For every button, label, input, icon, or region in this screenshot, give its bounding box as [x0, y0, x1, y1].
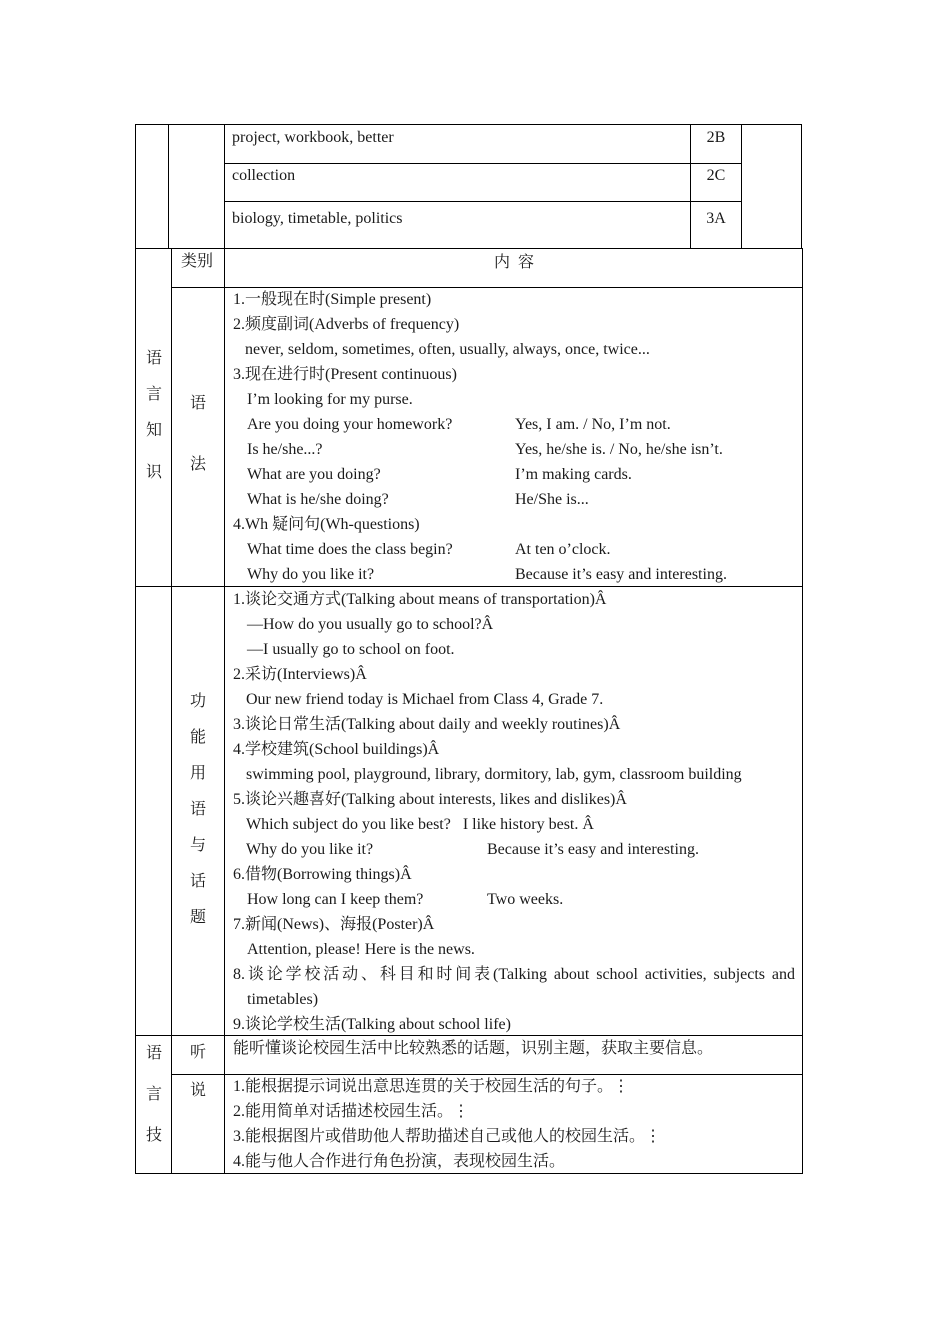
function-line: Because it’s easy and interesting.: [487, 841, 699, 858]
vocab-unit: 2B: [706, 129, 726, 146]
function-line: 9.谈论学校生活(Talking about school life): [233, 1016, 511, 1033]
function-line: 7.新闻(News)、海报(Poster)Â: [233, 916, 435, 933]
functions-label-char: 语: [189, 801, 206, 818]
function-line: 8.谈论学校活动、科目和时间表(Talking about school activities, subjects and: [233, 966, 795, 983]
function-line: 3.谈论日常生活(Talking about daily and weekly routines)Â: [233, 716, 621, 733]
table-border: [741, 124, 742, 248]
table-border: [135, 124, 802, 125]
function-line: Why do you like it?: [246, 841, 374, 858]
grammar-answer: At ten o’clock.: [515, 541, 611, 558]
skills-label-char: 技: [145, 1127, 162, 1144]
vocab-unit: 2C: [706, 167, 726, 184]
grammar-label-char: 法: [189, 456, 206, 473]
functions-label-char: 与: [189, 837, 206, 854]
table-border: [171, 287, 803, 288]
function-line: —How do you usually go to school?Â: [247, 616, 494, 633]
speaking-line: 4.能与他人合作进行角色扮演，表现校园生活。: [233, 1153, 566, 1170]
speaking-line: 3.能根据图片或借助他人帮助描述自己或他人的校园生活。⋮: [233, 1128, 662, 1145]
vocab-unit: 3A: [706, 210, 726, 227]
table-border: [168, 124, 169, 248]
function-line: Attention, please! Here is the news.: [247, 941, 475, 958]
grammar-answer: Because it’s easy and interesting.: [515, 566, 727, 583]
vocab-words: biology, timetable, politics: [232, 210, 403, 227]
grammar-question: Why do you like it?: [247, 566, 375, 583]
function-line: 4.学校建筑(School buildings)Â: [233, 741, 440, 758]
side-label-char: 识: [145, 464, 162, 481]
grammar-question: What are you doing?: [247, 466, 381, 483]
table-border: [135, 586, 803, 587]
grammar-line: 3.现在进行时(Present continuous): [233, 366, 457, 383]
grammar-line: I’m looking for my purse.: [247, 391, 413, 408]
grammar-label-char: 语: [189, 395, 206, 412]
speaking-label: 说: [189, 1082, 206, 1099]
function-line: How long can I keep them?: [247, 891, 424, 908]
function-line: swimming pool, playground, library, dormitory, lab, gym, classroom building: [246, 766, 742, 783]
grammar-question: Is he/she...?: [247, 441, 323, 458]
grammar-line: 2.频度副词(Adverbs of frequency): [233, 316, 460, 333]
vocab-words: project, workbook, better: [232, 129, 394, 146]
functions-label-char: 功: [189, 693, 206, 710]
column-header-content: 内 容: [494, 254, 535, 271]
function-line: —I usually go to school on foot.: [247, 641, 455, 658]
table-border: [171, 1074, 803, 1075]
table-border: [135, 1035, 803, 1036]
grammar-line: 4.Wh 疑问句(Wh-questions): [233, 516, 420, 533]
grammar-line: never, seldom, sometimes, often, usually, always, once, twice...: [245, 341, 650, 358]
grammar-answer: Yes, he/she is. / No, he/she isn’t.: [515, 441, 723, 458]
function-line: 1.谈论交通方式(Talking about means of transportation)Â: [233, 591, 607, 608]
table-border: [224, 201, 741, 202]
functions-label-char: 题: [189, 909, 206, 926]
vocab-words: collection: [232, 167, 296, 184]
table-border: [135, 124, 136, 248]
grammar-answer: Yes, I am. / No, I’m not.: [515, 416, 671, 433]
functions-label-char: 话: [189, 873, 206, 890]
table-border: [224, 124, 225, 248]
grammar-question: What is he/she doing?: [247, 491, 389, 508]
function-line: 5.谈论兴趣喜好(Talking about interests, likes and dislikes)Â: [233, 791, 627, 808]
table-border: [224, 248, 225, 1174]
function-line: Two weeks.: [487, 891, 564, 908]
grammar-question: Are you doing your homework?: [247, 416, 453, 433]
table-border: [224, 163, 741, 164]
functions-label-char: 用: [189, 765, 206, 782]
function-line: Our new friend today is Michael from Class 4, Grade 7.: [246, 691, 604, 708]
skills-label-char: 言: [145, 1086, 162, 1103]
speaking-line: 1.能根据提示词说出意思连贯的关于校园生活的句子。⋮: [233, 1078, 630, 1095]
function-line: Which subject do you like best? I like history best. Â: [246, 816, 594, 833]
function-line: 6.借物(Borrowing things)Â: [233, 866, 412, 883]
listening-label: 听: [189, 1044, 206, 1061]
side-label-char: 语: [145, 350, 162, 367]
side-label-char: 知: [145, 422, 162, 439]
speaking-line: 2.能用简单对话描述校园生活。⋮: [233, 1103, 470, 1120]
function-line: 2.采访(Interviews)Â: [233, 666, 367, 683]
table-border: [802, 248, 803, 1174]
grammar-question: What time does the class begin?: [247, 541, 453, 558]
skills-label-char: 语: [145, 1045, 162, 1062]
grammar-answer: I’m making cards.: [515, 466, 632, 483]
function-line: timetables): [247, 991, 319, 1008]
side-label-char: 言: [145, 386, 162, 403]
table-border: [801, 124, 802, 248]
column-header-category: 类别: [181, 253, 214, 270]
grammar-answer: He/She is...: [515, 491, 589, 508]
listening-text: 能听懂谈论校园生活中比较熟悉的话题，识别主题，获取主要信息。: [233, 1040, 714, 1057]
table-border: [135, 1173, 803, 1174]
table-border: [135, 248, 803, 249]
grammar-line: 1.一般现在时(Simple present): [233, 291, 432, 308]
table-border: [690, 124, 691, 248]
functions-label-char: 能: [189, 729, 206, 746]
